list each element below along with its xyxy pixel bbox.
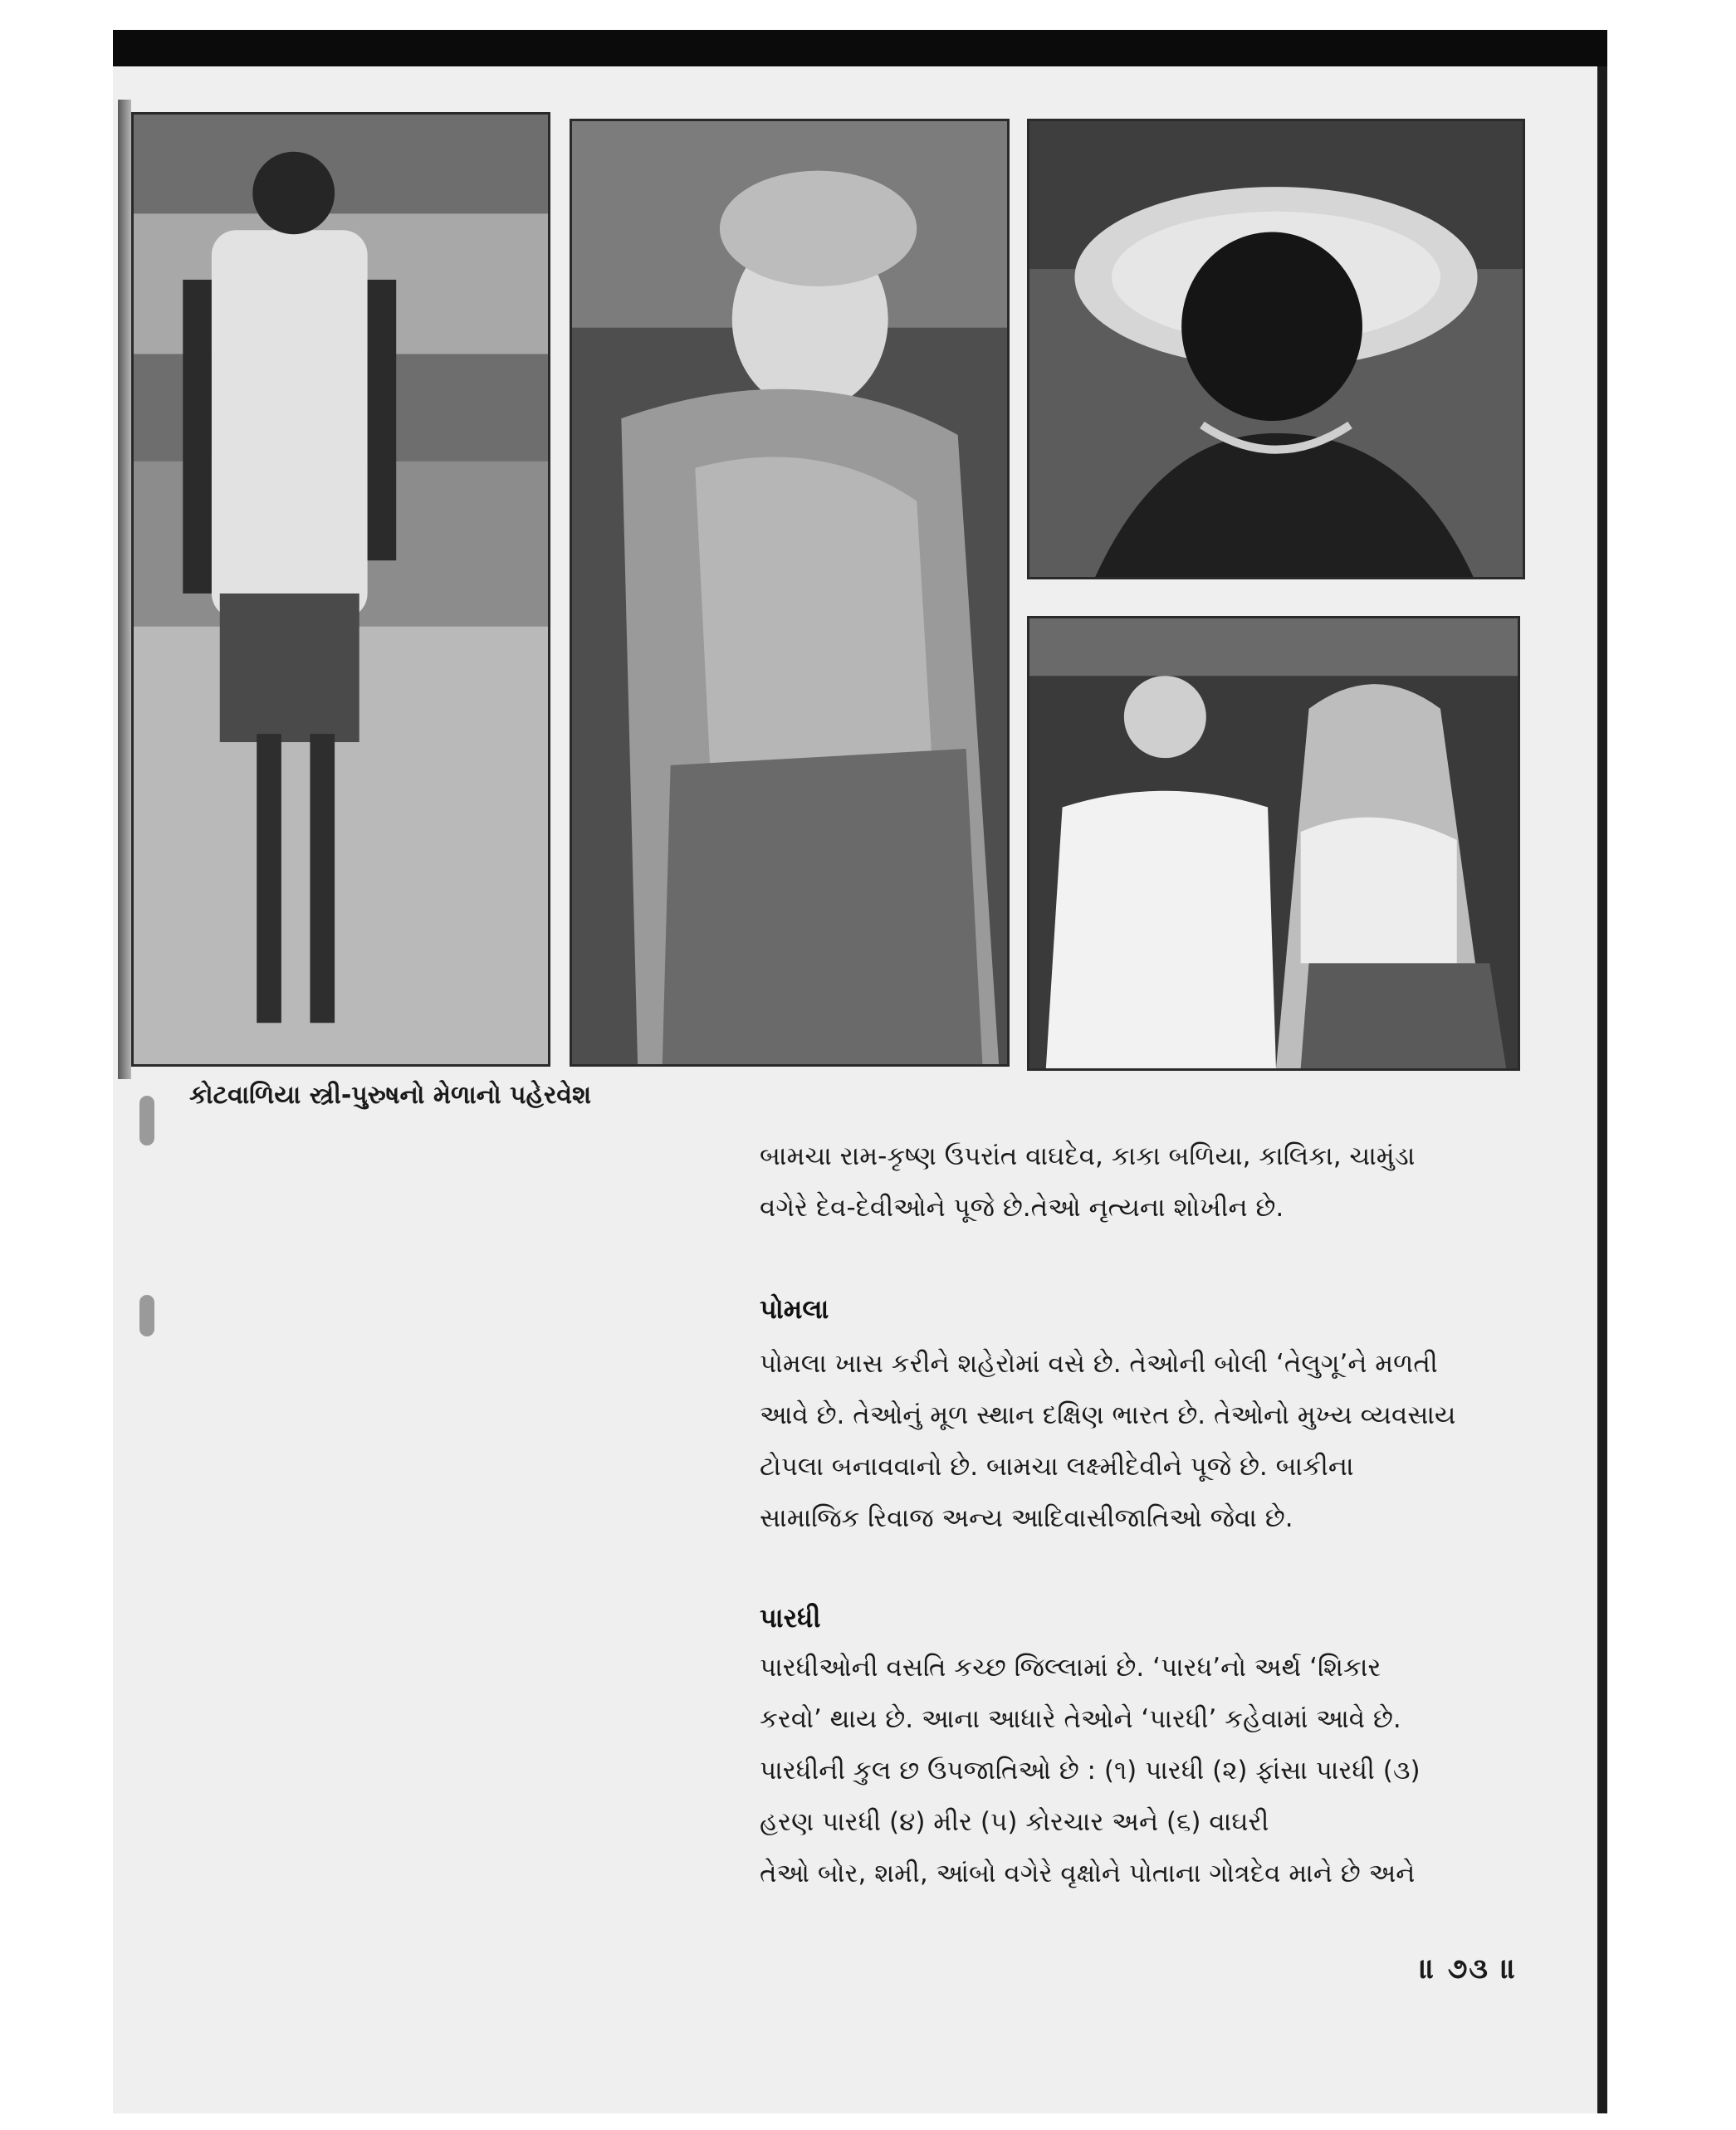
page-number: ॥ ૭૩ ॥: [1420, 1952, 1518, 1986]
photo-person-with-basket-hat: [1027, 119, 1525, 579]
photo-woman-in-shawl: [570, 119, 1010, 1067]
text-line: સામાજિક રિવાજ અન્ય આદિવાસીજાતિઓ જેવા છે.: [760, 1503, 1293, 1533]
section-heading-pomla: પોમલા: [760, 1293, 829, 1325]
scan-right-edge: [1597, 66, 1607, 2113]
text-line: તેઓ બોર, શમી, આંબો વગેરે વૃક્ષોને પોતાના ગોત્રદેવ માને છે અને: [760, 1859, 1416, 1888]
scan-top-edge: [113, 30, 1607, 66]
text-line: હરણ પારધી (૪) મીર (૫) કોરચાર અને (૬) વાઘરી: [760, 1807, 1269, 1837]
text-line: પોમલા ખાસ કરીને શહેરોમાં વસે છે. તેઓની બોલી ‘તેલુગૂ’ને મળતી: [760, 1349, 1438, 1379]
photo-woman-in-shawl-image: [572, 121, 1007, 1064]
text-line: ટોપલા બનાવવાનો છે. બામચા લક્ષ્મીદેવીને પૂજે છે. બાકીના: [760, 1452, 1354, 1482]
text-line: બામચા રામ-કૃષ્ણ ઉપરાંત વાઘદેવ, કાકા બળિયા, કાલિકા, ચામુંડા: [760, 1141, 1416, 1171]
binding-mark: [139, 1096, 154, 1146]
binding-mark: [139, 1295, 154, 1336]
photo-man-standing: [131, 112, 550, 1067]
paragraph-bamcha-deities: [760, 1131, 1519, 1234]
photo-elderly-couple-image: [1029, 618, 1518, 1068]
photo-caption: કોટવાળિયા સ્ત્રી-પુરુષનો મેળાનો પહેરવેશ: [189, 1081, 592, 1110]
text-line: આવે છે. તેઓનું મૂળ સ્થાન દક્ષિણ ભારત છે. તેઓનો મુખ્ય વ્યવસાય: [760, 1400, 1456, 1430]
text-line: વગેરે દેવ-દેવીઓને પૂજે છે.તેઓ નૃત્યના શોખીન છે.: [760, 1193, 1284, 1223]
photo-man-standing-image: [134, 115, 548, 1064]
text-line: પારધીની કુલ છ ઉપજાતિઓ છે : (૧) પારધી (૨) ફાંસા પારધી (૩): [760, 1756, 1421, 1786]
text-line: કરવો’ થાય છે. આના આધારે તેઓને ‘પારધી’ કહેવામાં આવે છે.: [760, 1704, 1401, 1734]
section-heading-pardhi: પારધી: [760, 1602, 821, 1634]
paragraph-pardhi: [760, 1642, 1519, 1899]
photo-elderly-couple: [1027, 616, 1520, 1071]
binding-spine: [118, 100, 131, 1079]
paragraph-pomla: [760, 1338, 1519, 1544]
text-line: પારધીઓની વસતિ કચ્છ જિલ્લામાં છે. ‘પારધ’નો અર્થ ‘શિકાર: [760, 1653, 1381, 1683]
photo-person-with-basket-hat-image: [1029, 121, 1523, 577]
